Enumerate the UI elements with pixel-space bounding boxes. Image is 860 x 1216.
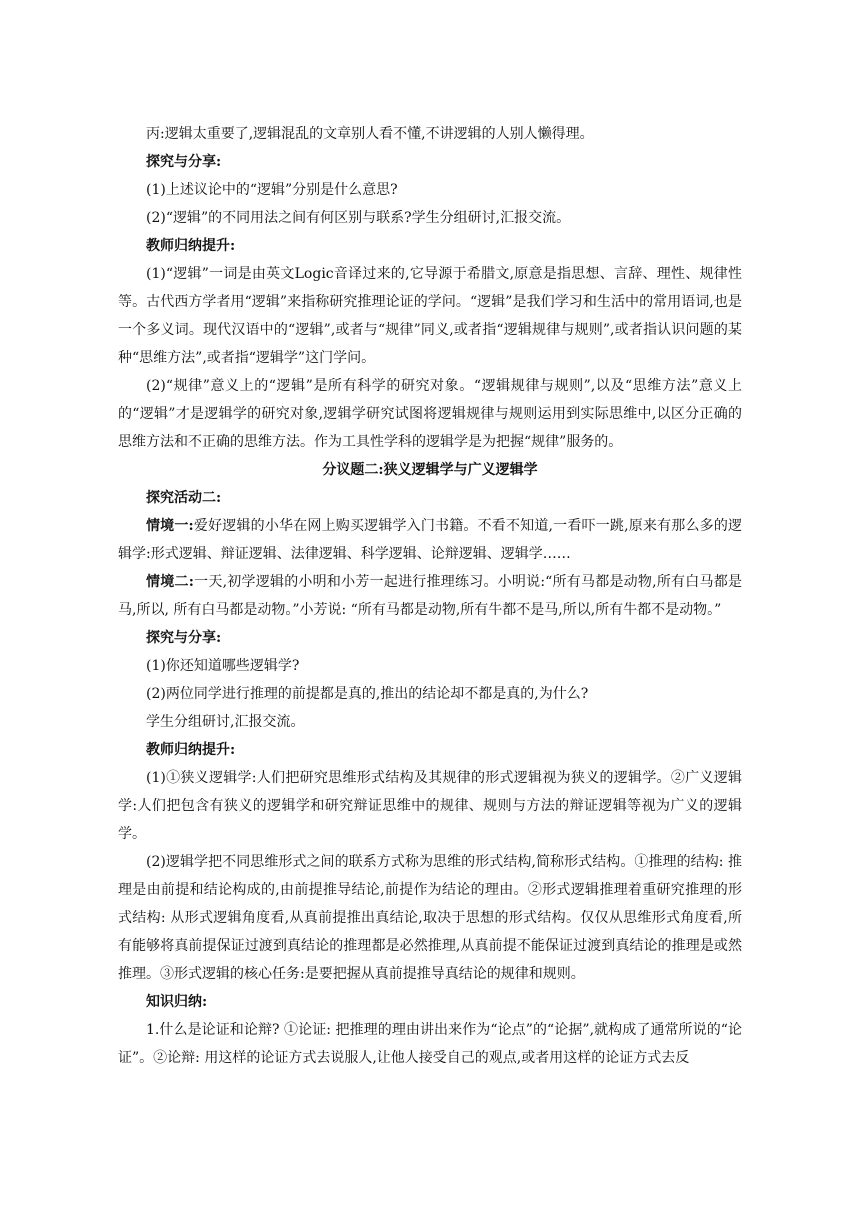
- paragraph: 1.什么是论证和论辩? ①论证: 把推理的理由讲出来作为“论点”的“论据”,就构成了通常所说的“论证”。②论辩: 用这样的论证方式去说服人,让他人接受自己的观点,或者用这样的论证方式去反: [118, 1022, 742, 1066]
- paragraph: (1)①狭义逻辑学:人们把研究思维形式结构及其规律的形式逻辑视为狭义的逻辑学。②广义逻辑学:人们把包含有狭义的逻辑学和研究辩证思维中的规律、规则与方法的辩证逻辑等视为广义的逻辑学。: [118, 770, 742, 842]
- section-heading: 教师归纳提升:: [146, 238, 236, 254]
- scenario-label: 情境一:: [146, 518, 194, 534]
- section-heading: 探究与分享:: [146, 154, 222, 170]
- scenario-text: 一天,初学逻辑的小明和小芳一起进行推理练习。小明说:“所有马都是动物,所有白马都是马,所以, 所有白马都是动物。”小芳说: “所有马都是动物,所有牛都不是马,所以,所有牛都不是动物。”: [118, 574, 742, 618]
- section-heading: 知识归纳:: [146, 994, 208, 1010]
- paragraph: (1)“逻辑”一词是由英文Logic音译过来的,它导源于希腊文,原意是指思想、言辞、理性、规律性等。古代西方学者用“逻辑”来指称研究推理论证的学问。“逻辑”是我们学习和生活中的常用语词,也是一个多义词。现代汉语中的“逻辑”,或者与“规律”同义,或者指“逻辑规律与规则”,或者指认识问题的某种“思维方法”,或者指“逻辑学”这门学问。: [118, 266, 742, 366]
- paragraph: (2)逻辑学把不同思维形式之间的联系方式称为思维的形式结构,简称形式结构。①推理的结构: 推理是由前提和结论构成的,由前提推导结论,前提作为结论的理由。②形式逻辑推理着重研究推理的形式结构: 从形式逻辑角度看,从真前提推出真结论,取决于思想的形式结构。仅仅从思维形式角度看,所有能够将真前提保证过渡到真结论的推理都是必然推理,从真前提不能保证过渡到真结论的推理是或然推理。③形式逻辑的核心任务:是要把握从真前提推导真结论的规律和规则。: [118, 854, 742, 982]
- list-item: (2)“逻辑”的不同用法之间有何区别与联系?学生分组研讨,汇报交流。: [146, 210, 571, 226]
- scenario-paragraph: [118, 512, 742, 568]
- paragraph: (2)“规律”意义上的“逻辑”是所有科学的研究对象。“逻辑规律与规则”,以及“思维方法”意义上的“逻辑”才是逻辑学的研究对象,逻辑学研究试图将逻辑规律与规则运用到实际思维中,以区分正确的思维方法和不正确的思维方法。作为工具性学科的逻辑学是为把握“规律”服务的。: [118, 378, 742, 450]
- section-heading: 探究与分享:: [146, 630, 222, 646]
- list-item: (2)两位同学进行推理的前提都是真的,推出的结论却不都是真的,为什么?: [146, 686, 589, 702]
- section-heading: 教师归纳提升:: [146, 742, 236, 758]
- list-item: (1)上述议论中的“逻辑”分别是什么意思?: [146, 182, 398, 198]
- document-body: [118, 120, 742, 1072]
- scenario-label: 情境二:: [146, 574, 194, 590]
- paragraph-text: 丙:逻辑太重要了,逻辑混乱的文章别人看不懂,不讲逻辑的人别人懒得理。: [146, 126, 594, 142]
- section-heading: 探究活动二:: [146, 490, 222, 506]
- scenario-text: 爱好逻辑的小华在网上购买逻辑学入门书籍。不看不知道,一看吓一跳,原来有那么多的逻辑学:形式逻辑、辩证逻辑、法律逻辑、科学逻辑、论辩逻辑、逻辑学……: [118, 518, 743, 562]
- paragraph: [118, 120, 742, 148]
- topic-title: 分议题二:狭义逻辑学与广义逻辑学: [322, 462, 538, 478]
- list-item: (1)你还知道哪些逻辑学?: [146, 658, 300, 674]
- paragraph: 学生分组研讨,汇报交流。: [146, 714, 305, 730]
- scenario-paragraph: [118, 568, 742, 624]
